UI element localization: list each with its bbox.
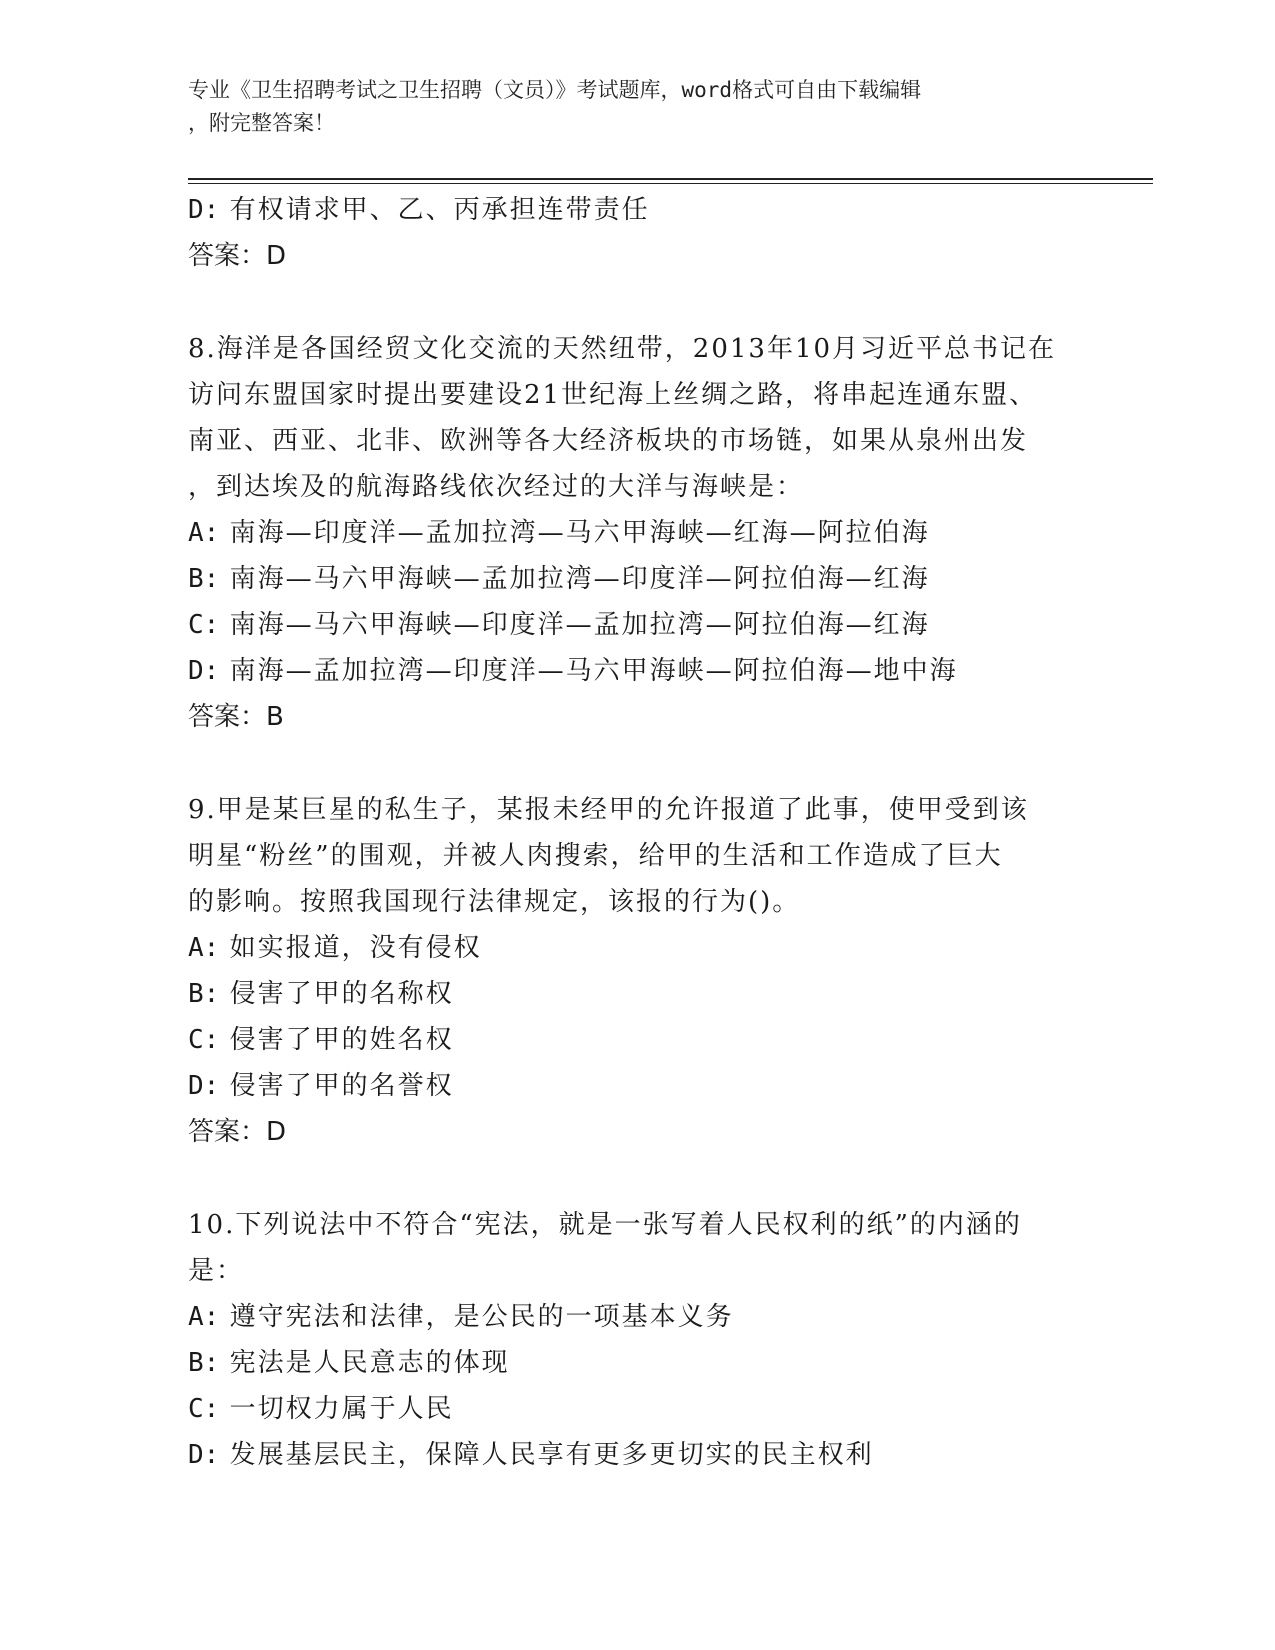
header-line-1: 专业《卫生招聘考试之卫生招聘（文员）》考试题库，word格式可自由下载编辑 <box>188 78 922 102</box>
option-letter: A: <box>188 1302 220 1332</box>
option-letter: C: <box>188 610 220 640</box>
q8-stem-line-1: 8.海洋是各国经贸文化交流的天然纽带，2013年10月习近平总书记在 <box>188 334 1057 364</box>
option-text: 一切权力属于人民 <box>229 1394 454 1424</box>
option-text: 南海—马六甲海峡—印度洋—孟加拉湾—阿拉伯海—红海 <box>229 610 930 640</box>
q10-stem-line-2: 是： <box>188 1256 245 1286</box>
q10-option-c <box>188 1386 1088 1432</box>
q9-stem-line-3: 的影响。按照我国现行法律规定，该报的行为()。 <box>188 887 801 917</box>
q10-stem-line-1: 10.下列说法中不符合“宪法，就是一张写着人民权利的纸”的内涵的 <box>188 1210 1022 1240</box>
spacer <box>188 279 1088 326</box>
header-rule-thick <box>188 178 1153 180</box>
q8-answer: 答案：B <box>188 702 284 732</box>
header-line-2: ，附完整答案！ <box>188 111 335 135</box>
question-content <box>188 187 1088 1478</box>
spacer <box>188 1155 1088 1202</box>
q10-option-d <box>188 1432 1088 1478</box>
option-letter: C: <box>188 1025 220 1055</box>
option-text: 南海—马六甲海峡—孟加拉湾—印度洋—阿拉伯海—红海 <box>229 564 930 594</box>
q8-option-b <box>188 556 1088 602</box>
header-rule-thin <box>188 183 1153 184</box>
spacer <box>188 740 1088 787</box>
option-letter: B: <box>188 979 220 1009</box>
q9-option-b <box>188 971 1088 1017</box>
option-text: 遵守宪法和法律，是公民的一项基本义务 <box>229 1302 734 1332</box>
q7-answer: 答案：D <box>188 241 287 271</box>
q9-answer: 答案：D <box>188 1117 287 1147</box>
option-letter: B: <box>188 564 220 594</box>
q8-stem-line-2: 访问东盟国家时提出要建设21世纪海上丝绸之路，将串起连通东盟、 <box>188 380 1038 410</box>
option-text: 南海—孟加拉湾—印度洋—马六甲海峡—阿拉伯海—地中海 <box>229 656 958 686</box>
option-text: 发展基层民主，保障人民享有更多更切实的民主权利 <box>229 1440 874 1470</box>
q8-stem-line-4: ，到达埃及的航海路线依次经过的大洋与海峡是： <box>188 472 805 502</box>
option-text: 宪法是人民意志的体现 <box>229 1348 510 1378</box>
q8-option-d <box>188 648 1088 694</box>
q9-stem-line-2: 明星“粉丝”的围观，并被人肉搜索，给甲的生活和工作造成了巨大 <box>188 841 1003 871</box>
q9-option-a <box>188 925 1088 971</box>
option-text: 侵害了甲的名称权 <box>229 979 454 1009</box>
q9-option-d <box>188 1063 1088 1109</box>
option-text: 有权请求甲、乙、丙承担连带责任 <box>229 195 650 225</box>
q10-option-b <box>188 1340 1088 1386</box>
option-letter: D: <box>188 1071 220 1101</box>
option-letter: D: <box>188 656 220 686</box>
option-letter: D: <box>188 195 220 225</box>
option-letter: B: <box>188 1348 220 1378</box>
q9-stem-line-1: 9.甲是某巨星的私生子，某报未经甲的允许报道了此事，使甲受到该 <box>188 795 1029 825</box>
option-letter: A: <box>188 933 220 963</box>
option-letter: D: <box>188 1440 220 1470</box>
q8-option-a <box>188 510 1088 556</box>
option-letter: C: <box>188 1394 220 1424</box>
q10-option-a <box>188 1294 1088 1340</box>
option-text: 南海—印度洋—孟加拉湾—马六甲海峡—红海—阿拉伯海 <box>229 518 930 548</box>
q8-stem-line-3: 南亚、西亚、北非、欧洲等各大经济板块的市场链，如果从泉州出发 <box>188 426 1029 456</box>
option-letter: A: <box>188 518 220 548</box>
document-header <box>188 74 1068 140</box>
q7-option-d <box>188 187 1088 233</box>
q9-option-c <box>188 1017 1088 1063</box>
option-text: 侵害了甲的姓名权 <box>229 1025 454 1055</box>
option-text: 侵害了甲的名誉权 <box>229 1071 454 1101</box>
option-text: 如实报道，没有侵权 <box>229 933 482 963</box>
q8-option-c <box>188 602 1088 648</box>
